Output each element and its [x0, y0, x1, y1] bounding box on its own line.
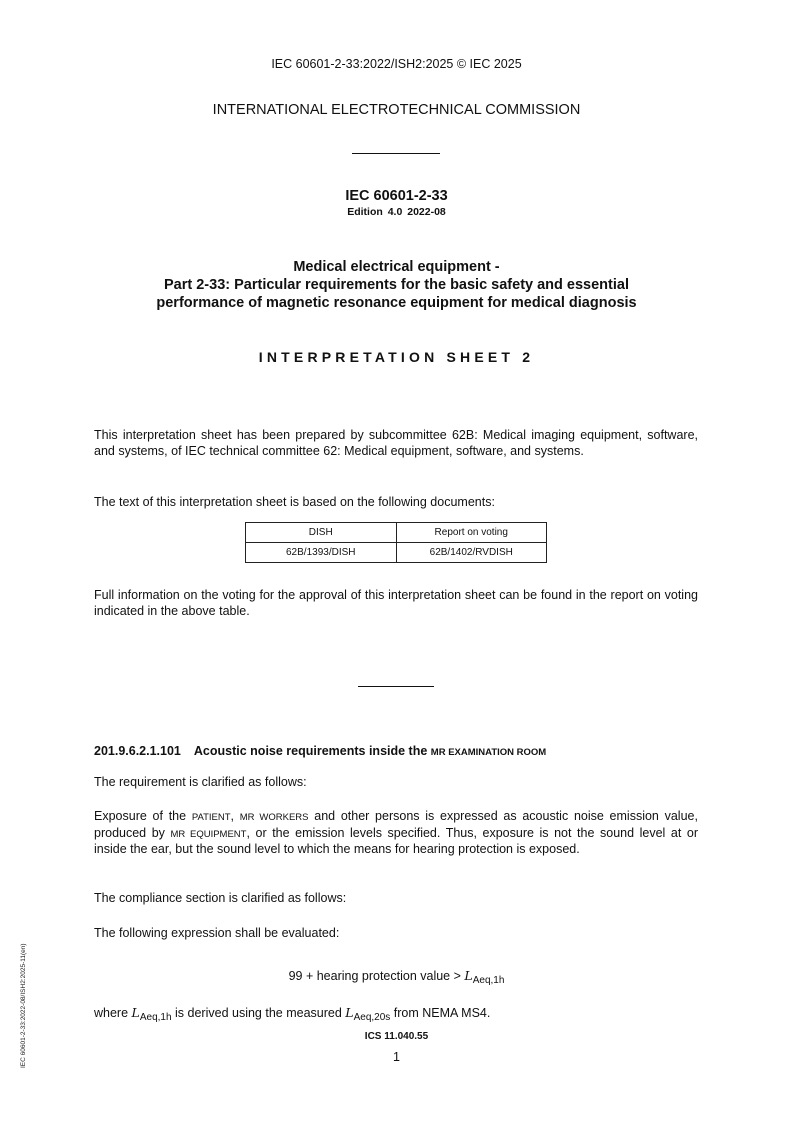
- standard-number: IEC 60601-2-33: [345, 188, 448, 204]
- symbol-subscript: Aeq,1h: [472, 975, 505, 986]
- table-cell: 62B/1402/RVDISH: [396, 543, 547, 563]
- symbol-l: L: [345, 1005, 354, 1020]
- where-text: is derived using the measured: [175, 1006, 342, 1020]
- exposure-text: Exposure of the: [94, 809, 187, 823]
- term-patient: PATIENT: [191, 812, 231, 823]
- clause-title: Acoustic noise requirements inside the: [193, 744, 428, 758]
- exposure-text: , or the emission levels specified. Thus, exposure is not the sound level at or inside the ear, but the sound level to which the means for hearing protection is exposed.: [94, 825, 698, 856]
- table-header-cell: DISH: [246, 523, 397, 543]
- prepared-by-paragraph: This interpretation sheet has been prepared by subcommittee 62B: Medical imaging equipment, software, and systems, of IEC technical committee 62: Medical equipment, software, and systems.: [94, 428, 698, 458]
- sheet-heading: INTERPRETATION SHEET 2: [258, 349, 535, 365]
- edition-info: Edition 4.0 2022-08: [347, 206, 446, 218]
- clause-heading: [94, 744, 546, 758]
- clause-number: 201.9.6.2.1.101: [94, 744, 181, 758]
- table-row: [246, 543, 547, 563]
- term-mr-equipment: MR EQUIPMENT: [170, 828, 247, 840]
- ics-code: ICS 11.040.55: [364, 1031, 429, 1042]
- clarified-paragraph: The requirement is clarified as follows:: [94, 775, 307, 789]
- symbol-laeq-1h: [131, 1005, 172, 1023]
- exposure-text: and other persons is expressed as acoustic noise emission value, produced by: [94, 809, 698, 840]
- table-header-cell: Report on voting: [396, 523, 547, 543]
- symbol-l: L: [131, 1005, 140, 1020]
- symbol-subscript: Aeq,20s: [353, 1012, 391, 1023]
- clause-title-term: MR EXAMINATION ROOM: [430, 747, 547, 758]
- formula: [0, 968, 793, 986]
- where-text: where: [94, 1006, 129, 1020]
- page-number: 1: [393, 1050, 400, 1064]
- table-header-row: [246, 523, 547, 543]
- symbol-laeq-20s: [345, 1005, 391, 1023]
- symbol-l: L: [464, 968, 473, 983]
- term-mr-workers: MR WORKERS: [239, 812, 309, 823]
- document-reference: IEC 60601-2-33:2022/ISH2:2025 © IEC 2025: [271, 57, 522, 71]
- title-line-3: performance of magnetic resonance equipment for medical diagnosis: [156, 295, 637, 311]
- documents-table: [245, 522, 547, 563]
- table-cell: 62B/1393/DISH: [246, 543, 397, 563]
- formula-text: 99 + hearing protection value >: [288, 969, 461, 983]
- symbol-subscript: Aeq,1h: [139, 1012, 172, 1023]
- expression-intro-paragraph: The following expression shall be evaluated:: [94, 926, 340, 940]
- where-text: from NEMA MS4.: [393, 1006, 491, 1020]
- title-line-1: Medical electrical equipment -: [293, 259, 500, 275]
- standard-title: [0, 258, 793, 312]
- comma: ,: [230, 809, 235, 823]
- side-reference: IEC 60601-2-33:2022-08/ISH2:2025-11(en): [20, 943, 27, 1068]
- organization-name: INTERNATIONAL ELECTROTECHNICAL COMMISSION: [212, 102, 581, 118]
- formula-symbol: [464, 968, 505, 986]
- exposure-paragraph: [94, 809, 698, 858]
- where-paragraph: [94, 1005, 698, 1026]
- divider-line: [358, 686, 434, 687]
- compliance-paragraph: The compliance section is clarified as follows:: [94, 891, 347, 905]
- divider-line: [352, 153, 440, 154]
- voting-info-paragraph: Full information on the voting for the approval of this interpretation sheet can be found in the report on voting indicated in the above table.: [94, 588, 698, 618]
- title-line-2: Part 2-33: Particular requirements for the basic safety and essential: [164, 277, 629, 293]
- based-on-paragraph: The text of this interpretation sheet is based on the following documents:: [94, 495, 495, 509]
